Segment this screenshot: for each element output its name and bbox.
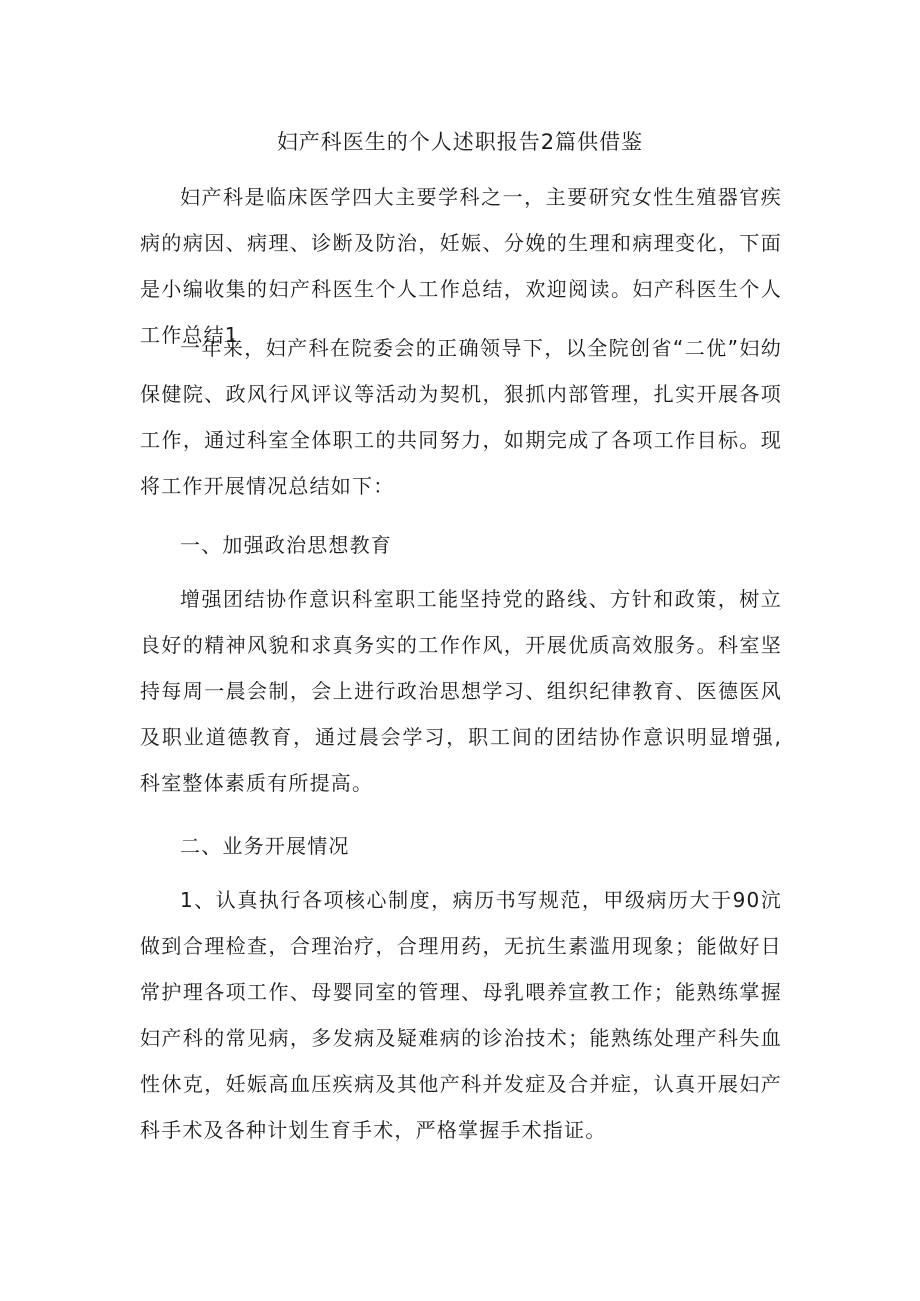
overview-paragraph: 一年来，妇产科在院委会的正确领导下，以全院创省“二优”妇幼保健院、政风行风评议等活动为契机，狠抓内部管理，扎实开展各项工作，通过科室全体职工的共同努力，如期完成了各项工作目标。现将工作开展情况总结如下： xyxy=(140,336,782,498)
section-body-political-education: 增强团结协作意识科室职工能坚持党的路线、方针和政策，树立良好的精神风貌和求真务实的工作作风，开展优质高效服务。科室坚持每周一晨会制，会上进行政治思想学习、组织纪律教育、医德医风及职业道德教育，通过晨会学习，职工间的团结协作意识明显增强,科室整体素质有所提高。 xyxy=(140,587,782,795)
document-title: 妇产科医生的个人述职报告2篇供借鉴 xyxy=(276,130,644,154)
section-heading-political-education: 一、加强政治思想教育 xyxy=(180,533,392,557)
intro-paragraph: 妇产科是临床医学四大主要学科之一，主要研究女性生殖器官疾病的病因、病理、诊断及防治，妊娠、分娩的生理和病理变化，下面是小编收集的妇产科医生个人工作总结，欢迎阅读。妇产科医生个人工作总结1 xyxy=(140,185,782,347)
section-item-core-systems: 1、认真执行各项核心制度，病历书写规范，甲级病历大于90沆做到合理检查，合理治疗，合理用药，无抗生素滥用现象；能做好日常护理各项工作、母婴同室的管理、母乳喂养宣教工作；能熟练掌握妇产科的常见病，多发病及疑难病的诊治技术；能熟练处理产科失血性休克，妊娠高血压疾病及其他产科并发症及合并症，认真开展妇产科手术及各种计划生育手术，严格掌握手术指证。 xyxy=(140,888,782,1142)
section-heading-business: 二、业务开展情况 xyxy=(180,834,350,858)
